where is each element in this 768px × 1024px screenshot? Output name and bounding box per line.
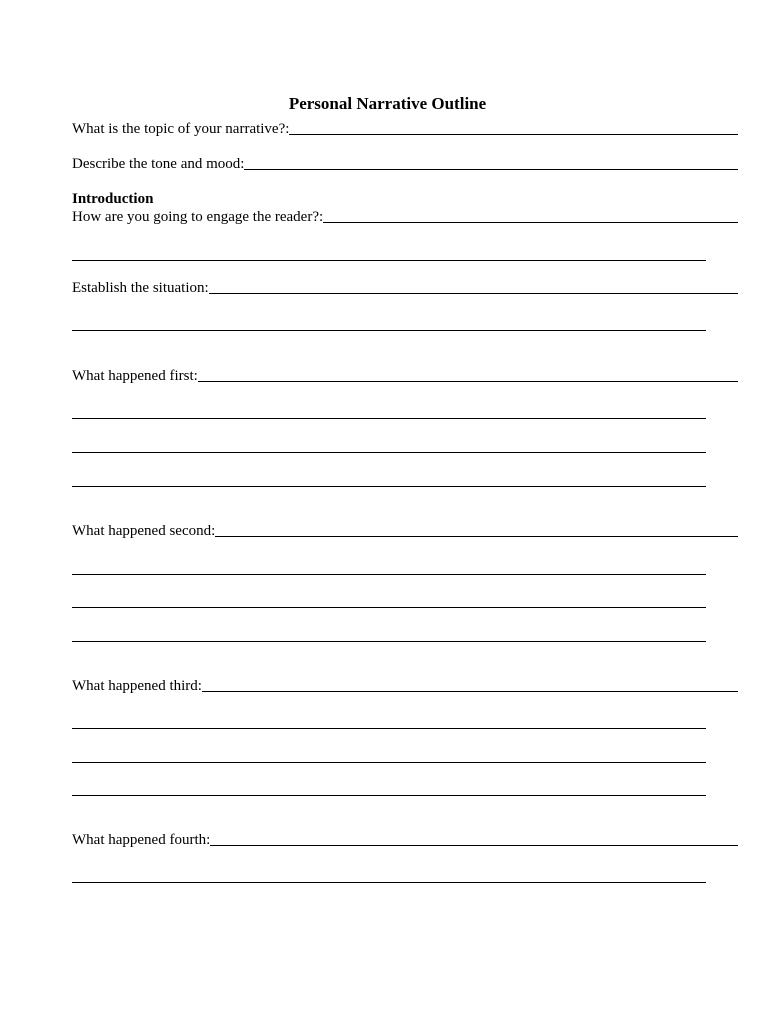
- situation-row: [72, 277, 738, 297]
- third-answer-line[interactable]: [202, 677, 738, 692]
- first-extra-line[interactable]: [72, 452, 706, 453]
- fourth-answer-line[interactable]: [210, 831, 738, 846]
- first-extra-line[interactable]: [72, 486, 706, 487]
- tone-row: [72, 153, 738, 173]
- second-answer-line[interactable]: [215, 522, 738, 537]
- situation-answer-line[interactable]: [209, 279, 738, 294]
- page-title: Personal Narrative Outline: [288, 94, 487, 113]
- fourth-extra-line[interactable]: [72, 882, 706, 883]
- third-extra-line[interactable]: [72, 795, 706, 796]
- first-answer-line[interactable]: [198, 367, 738, 382]
- first-extra-line[interactable]: [72, 418, 706, 419]
- introduction-heading: Introduction: [72, 191, 154, 207]
- situation-extra-line[interactable]: [72, 330, 706, 331]
- engage-row: [72, 206, 738, 226]
- first-row: [72, 365, 738, 385]
- tone-label: Describe the tone and mood:: [72, 156, 245, 172]
- first-label: What happened first:: [72, 368, 198, 384]
- second-extra-line[interactable]: [72, 574, 706, 575]
- second-row: [72, 520, 738, 540]
- third-row: [72, 675, 738, 695]
- third-extra-line[interactable]: [72, 762, 706, 763]
- second-extra-line[interactable]: [72, 641, 706, 642]
- fourth-row: [72, 829, 738, 849]
- topic-label: What is the topic of your narrative?:: [72, 121, 290, 137]
- engage-extra-line[interactable]: [72, 260, 706, 261]
- engage-answer-line[interactable]: [323, 208, 738, 223]
- topic-answer-line[interactable]: [289, 120, 738, 135]
- fourth-label: What happened fourth:: [72, 832, 211, 848]
- tone-answer-line[interactable]: [244, 155, 738, 170]
- third-label: What happened third:: [72, 678, 202, 694]
- situation-label: Establish the situation:: [72, 280, 209, 296]
- second-label: What happened second:: [72, 523, 216, 539]
- topic-row: [72, 118, 738, 138]
- second-extra-line[interactable]: [72, 607, 706, 608]
- third-extra-line[interactable]: [72, 728, 706, 729]
- engage-label: How are you going to engage the reader?:: [72, 209, 324, 225]
